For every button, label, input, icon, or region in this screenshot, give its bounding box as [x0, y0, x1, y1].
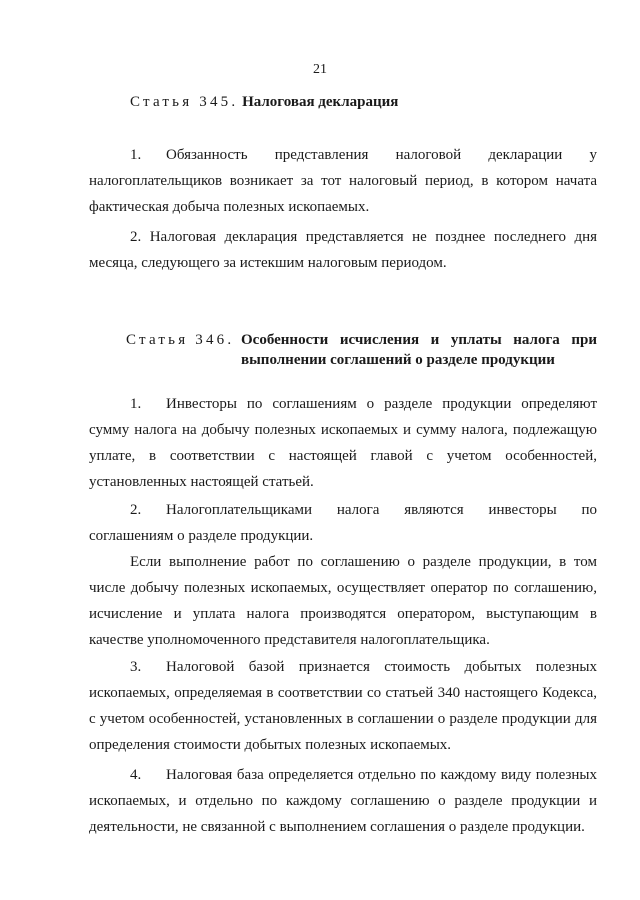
- article-346-paragraph-2: [89, 497, 597, 549]
- article-346-paragraph-3: [89, 654, 597, 758]
- article-346-title: Особенности исчисления и уплаты налога при выполнении соглашений о разделе продукции: [241, 332, 597, 368]
- paragraph-text: Налоговой базой признается стоимость добытых полезных ископаемых, определяемая в соответствии со статьей 340 настоящего Кодекса, с учетом особенностей, установленных в соглашении о разделе продукции для определения стоимости добытых полезных ископаемых.: [89, 659, 597, 753]
- paragraph-number: 1.: [130, 147, 142, 163]
- paragraph-number: 4.: [130, 767, 142, 783]
- article-345-paragraph-1: [89, 142, 597, 220]
- paragraph-text: Налоговая база определяется отдельно по каждому виду полезных ископаемых, и отдельно по каждому соглашению о разделе продукции и деятельности, не связанной с выполнением соглашения о разделе продукции.: [89, 767, 597, 835]
- paragraph-number: 3.: [130, 659, 142, 675]
- article-346-heading: [126, 330, 234, 350]
- article-345-label: Статья 345.: [130, 94, 239, 110]
- article-346-paragraph-1: [89, 391, 597, 495]
- article-346-label: Статья 346.: [126, 332, 235, 348]
- article-345-title: Налоговая декларация: [242, 94, 399, 110]
- paragraph-text: Налоговая декларация представляется не позднее последнего дня месяца, следующего за истекшим налоговым периодом.: [89, 229, 598, 271]
- page-number: 21: [313, 62, 327, 77]
- paragraph-text: Обязанность представления налоговой декларации у налогоплательщиков возникает за тот налоговый период, в котором начата фактическая добыча полезных ископаемых.: [89, 147, 597, 215]
- article-345-paragraph-2: [89, 224, 597, 276]
- paragraph-number: 1.: [130, 396, 142, 412]
- article-346-paragraph-4: [89, 762, 597, 840]
- paragraph-text: Инвесторы по соглашениям о разделе продукции определяют сумму налога на добычу полезных ископаемых и сумму налога, подлежащую уплате, в соответствии с настоящей главой с учетом особенностей, установленных настоящей статьей.: [89, 396, 597, 490]
- paragraph-number: 2.: [130, 229, 142, 245]
- article-345-heading: [130, 92, 398, 112]
- paragraph-number: 2.: [130, 502, 142, 518]
- paragraph-text: Если выполнение работ по соглашению о разделе продукции, в том числе добычу полезных ископаемых, осуществляет оператор по соглашению, исчисление и уплата налога производятся оператором, выступающим в качестве уполномоченного представителя налогоплательщика.: [89, 554, 597, 648]
- article-346-paragraph-2-continued: [89, 549, 597, 653]
- paragraph-text: Налогоплательщиками налога являются инвесторы по соглашениям о разделе продукции.: [89, 502, 597, 544]
